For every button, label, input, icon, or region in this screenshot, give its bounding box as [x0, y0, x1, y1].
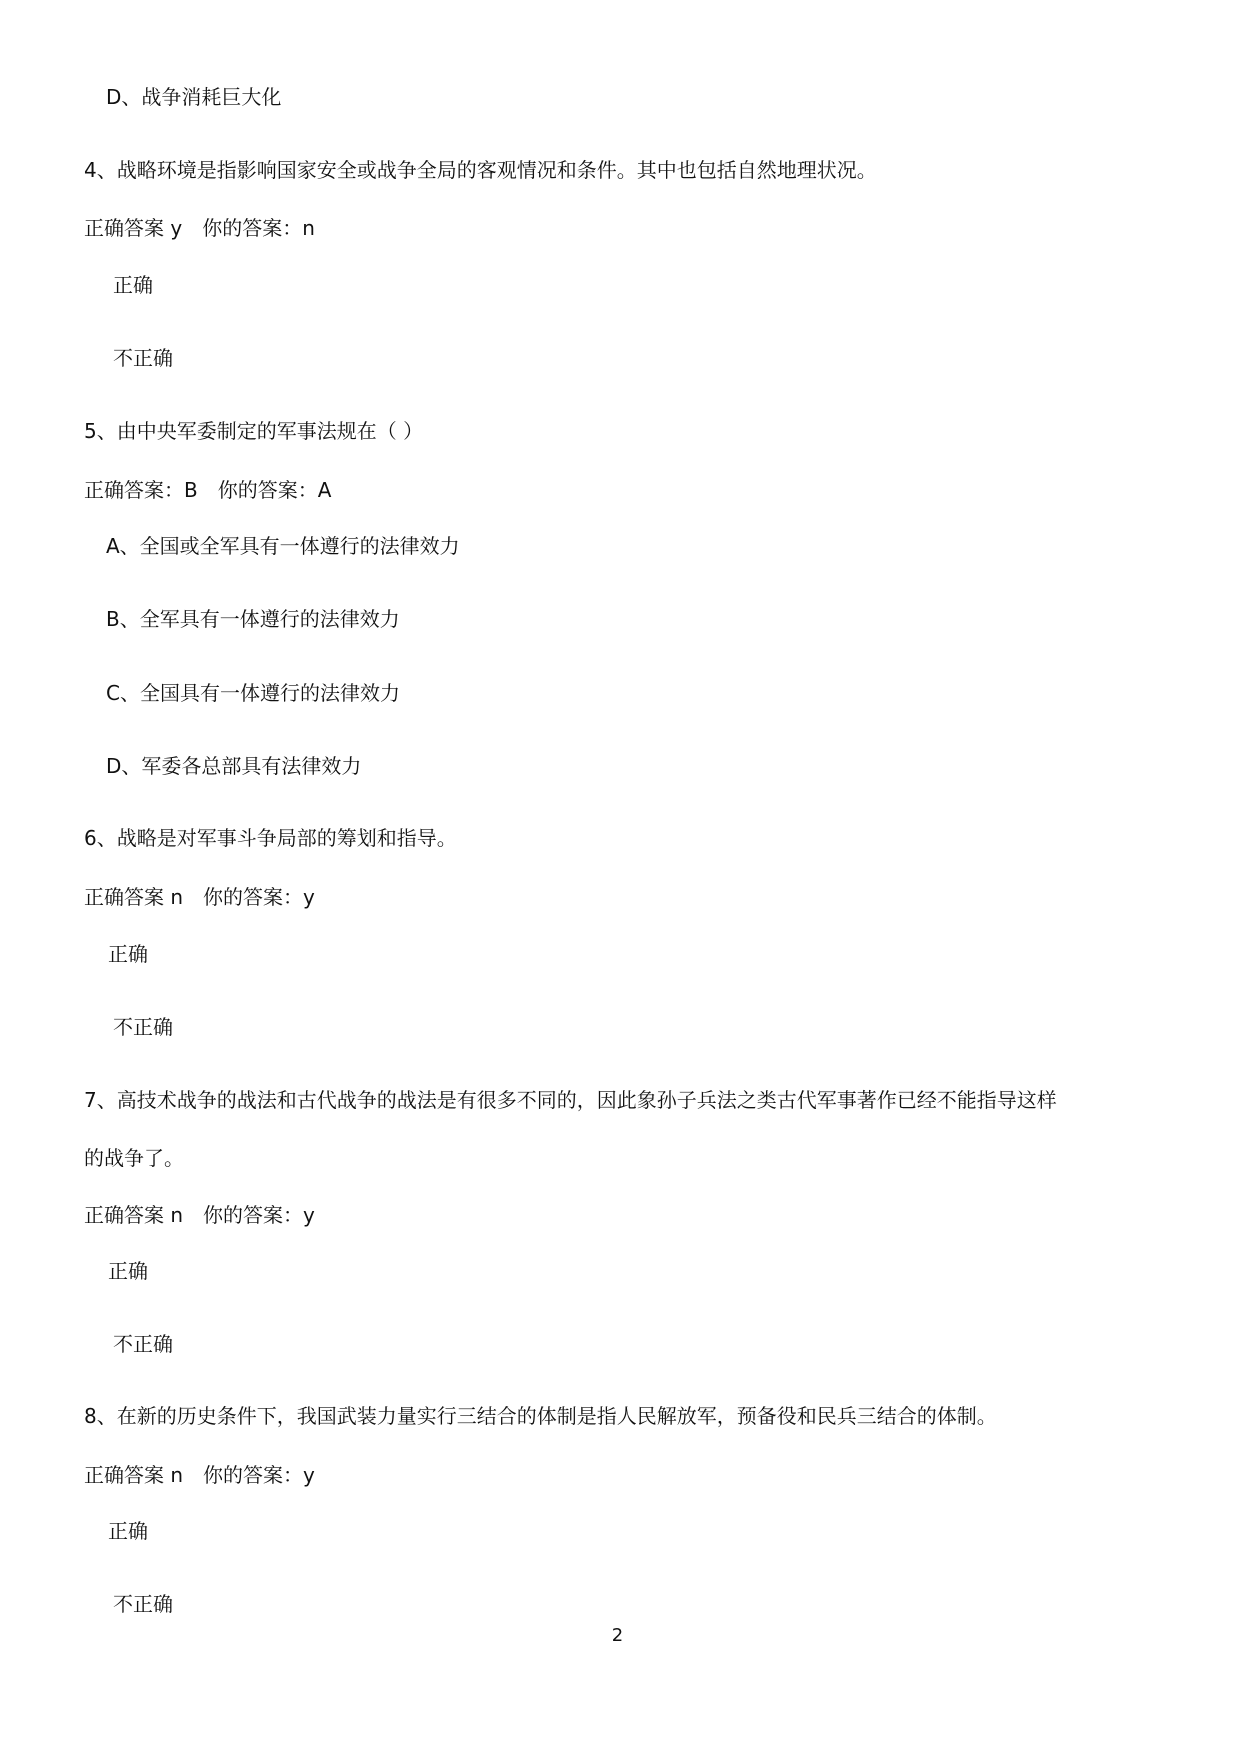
question-5-option-a: A、全国或全军具有一体遵行的法律效力 [106, 534, 460, 558]
question-4-option-true: 正确 [113, 273, 153, 297]
question-3-option-d: D、战争消耗巨大化 [106, 85, 282, 109]
question-5-text: 5、由中央军委制定的军事法规在（ ） [84, 419, 424, 443]
question-6-option-true: 正确 [108, 942, 148, 966]
question-4-option-false: 不正确 [113, 346, 173, 370]
question-8-answer: 正确答案 n 你的答案：y [84, 1463, 315, 1487]
question-6-text: 6、战略是对军事斗争局部的筹划和指导。 [84, 826, 457, 850]
question-5-answer: 正确答案：B 你的答案：A [84, 478, 332, 502]
question-7-text: 7、高技术战争的战法和古代战争的战法是有很多不同的，因此象孙子兵法之类古代军事著作已经不能指导这样 [84, 1088, 1057, 1112]
question-7-answer: 正确答案 n 你的答案：y [84, 1203, 315, 1227]
question-5-option-b: B、全军具有一体遵行的法律效力 [106, 607, 400, 631]
question-4-answer: 正确答案 y 你的答案：n [84, 216, 315, 240]
question-8-option-false: 不正确 [113, 1592, 173, 1616]
question-7-text-continued: 的战争了。 [84, 1146, 184, 1170]
question-8-text: 8、在新的历史条件下，我国武装力量实行三结合的体制是指人民解放军，预备役和民兵三结合的体制。 [84, 1404, 997, 1428]
page-number: 2 [611, 1625, 624, 1646]
question-8-option-true: 正确 [108, 1519, 148, 1543]
question-5-option-c: C、全国具有一体遵行的法律效力 [106, 681, 400, 705]
question-6-answer: 正确答案 n 你的答案：y [84, 885, 315, 909]
question-7-option-true: 正确 [108, 1259, 148, 1283]
question-7-option-false: 不正确 [113, 1332, 173, 1356]
question-5-option-d: D、军委各总部具有法律效力 [106, 754, 362, 778]
question-4-text: 4、战略环境是指影响国家安全或战争全局的客观情况和条件。其中也包括自然地理状况。 [84, 158, 877, 182]
question-6-option-false: 不正确 [113, 1015, 173, 1039]
